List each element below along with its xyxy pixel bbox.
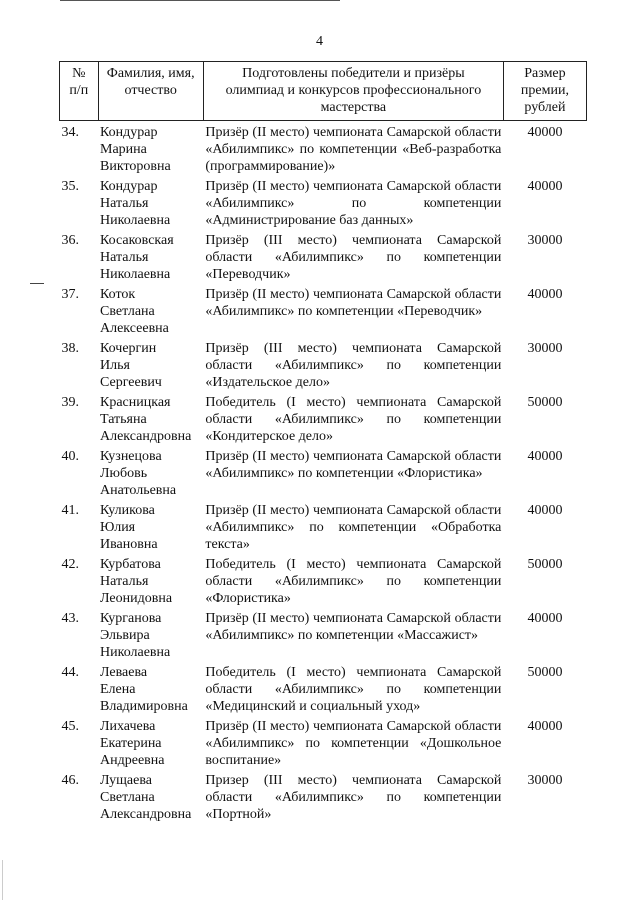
page-number: 4 xyxy=(316,34,323,49)
row-prize-amount: 40000 xyxy=(527,125,563,140)
row-number: 34. xyxy=(61,125,79,140)
row-number: 38. xyxy=(61,341,79,356)
row-full-name xyxy=(98,446,203,500)
name-part: Светлана xyxy=(100,790,155,805)
row-achievement: Призер (III место) чемпионата Самарской области «Абилимпикс» по компетенции «Портной» xyxy=(205,773,502,822)
row-achievement: Призёр (II место) чемпионата Самарской области «Абилимпикс» по компетенции «Массажист» xyxy=(205,611,502,643)
name-part: Косаковская xyxy=(100,233,174,248)
name-part: Татьяна xyxy=(100,412,147,427)
row-prize-amount: 50000 xyxy=(527,557,563,572)
table-body xyxy=(60,121,587,825)
name-part: Сергеевич xyxy=(100,375,162,390)
name-part: Андреевна xyxy=(100,753,165,768)
table-header xyxy=(60,62,587,121)
table-row xyxy=(60,230,587,284)
row-achievement: Призёр (II место) чемпионата Самарской области «Абилимпикс» по компетенции «Дошкольное воспитание» xyxy=(205,719,502,768)
row-achievement: Призёр (II место) чемпионата Самарской области «Абилимпикс» по компетенции «Обработка текста» xyxy=(205,503,502,552)
name-part: Ивановна xyxy=(100,537,158,552)
row-full-name xyxy=(98,608,203,662)
row-achievement: Победитель (I место) чемпионата Самарской области «Абилимпикс» по компетенции «Кондитерское дело» xyxy=(205,395,502,444)
name-part: Юлия xyxy=(100,520,136,535)
name-part: Наталья xyxy=(100,196,149,211)
name-part: Анатольевна xyxy=(100,483,177,498)
name-part: Наталья xyxy=(100,250,149,265)
row-achievement: Призёр (II место) чемпионата Самарской области «Абилимпикс» по компетенции «Переводчик» xyxy=(205,287,502,319)
name-part: Александровна xyxy=(100,429,192,444)
row-achievement: Победитель (I место) чемпионата Самарской области «Абилимпикс» по компетенции «Медицинский и социальный уход» xyxy=(205,665,502,714)
row-number: 44. xyxy=(61,665,79,680)
name-part: Николаевна xyxy=(100,645,171,660)
name-part: Кузнецова xyxy=(100,449,162,464)
name-part: Алексеевна xyxy=(100,321,169,336)
table-row xyxy=(60,284,587,338)
row-prize-amount: 40000 xyxy=(527,287,563,302)
row-prize-amount: 40000 xyxy=(527,449,563,464)
row-prize-amount: 30000 xyxy=(527,233,563,248)
row-prize-amount: 50000 xyxy=(527,395,563,410)
name-part: Светлана xyxy=(100,304,155,319)
row-prize-amount: 30000 xyxy=(527,773,563,788)
table-row xyxy=(60,446,587,500)
row-full-name xyxy=(98,770,203,824)
row-achievement: Призёр (II место) чемпионата Самарской области «Абилимпикс» по компетенции «Флористика» xyxy=(205,449,502,481)
row-full-name xyxy=(98,554,203,608)
row-full-name xyxy=(98,121,203,177)
name-part: Николаевна xyxy=(100,213,171,228)
scan-artifact-mark xyxy=(30,283,44,284)
row-number: 42. xyxy=(61,557,79,572)
scan-top-border xyxy=(60,0,340,5)
name-part: Курбатова xyxy=(100,557,161,572)
row-number: 37. xyxy=(61,287,79,302)
table-row xyxy=(60,554,587,608)
row-full-name xyxy=(98,176,203,230)
row-number: 43. xyxy=(61,611,79,626)
name-part: Леонидовна xyxy=(100,591,173,606)
name-part: Илья xyxy=(100,358,130,373)
row-prize-amount: 40000 xyxy=(527,611,563,626)
row-full-name xyxy=(98,338,203,392)
header-name: Фамилия, имя, отчество xyxy=(98,62,203,121)
row-full-name xyxy=(98,230,203,284)
name-part: Наталья xyxy=(100,574,149,589)
row-prize-amount: 40000 xyxy=(527,503,563,518)
row-number: 36. xyxy=(61,233,79,248)
row-achievement: Призёр (III место) чемпионата Самарской области «Абилимпикс» по компетенции «Переводчик» xyxy=(205,233,502,282)
name-part: Коток xyxy=(100,287,136,302)
header-prize: Размер премии, рублей xyxy=(503,62,586,121)
row-achievement: Призёр (II место) чемпионата Самарской области «Абилимпикс» по компетенции «Администрирование баз данных» xyxy=(205,179,502,228)
name-part: Эльвира xyxy=(100,628,150,643)
name-part: Лихачева xyxy=(100,719,156,734)
row-full-name xyxy=(98,500,203,554)
table-row xyxy=(60,392,587,446)
name-part: Кондурар xyxy=(100,125,158,140)
table-row xyxy=(60,500,587,554)
name-part: Владимировна xyxy=(100,699,188,714)
table-row xyxy=(60,770,587,824)
row-achievement: Призёр (III место) чемпионата Самарской области «Абилимпикс» по компетенции «Издательское дело» xyxy=(205,341,502,390)
table-row xyxy=(60,716,587,770)
header-number: № п/п xyxy=(60,62,99,121)
row-full-name xyxy=(98,716,203,770)
name-part: Марина xyxy=(100,142,147,157)
name-part: Куликова xyxy=(100,503,155,518)
row-achievement: Призёр (II место) чемпионата Самарской области «Абилимпикс» по компетенции «Веб-разработка (программирование)» xyxy=(205,125,502,174)
row-full-name xyxy=(98,662,203,716)
name-part: Леваева xyxy=(100,665,148,680)
table-row xyxy=(60,176,587,230)
name-part: Лущаева xyxy=(100,773,152,788)
name-part: Любовь xyxy=(100,466,148,481)
table-row xyxy=(60,608,587,662)
name-part: Елена xyxy=(100,682,136,697)
row-number: 40. xyxy=(61,449,79,464)
row-prize-amount: 40000 xyxy=(527,719,563,734)
row-number: 39. xyxy=(61,395,79,410)
row-achievement: Победитель (I место) чемпионата Самарской области «Абилимпикс» по компетенции «Флористика» xyxy=(205,557,502,606)
row-prize-amount: 30000 xyxy=(527,341,563,356)
awards-table xyxy=(59,61,587,824)
row-number: 41. xyxy=(61,503,79,518)
row-full-name xyxy=(98,392,203,446)
row-number: 35. xyxy=(61,179,79,194)
table-row xyxy=(60,338,587,392)
name-part: Екатерина xyxy=(100,736,162,751)
scan-edge-mark xyxy=(2,860,3,900)
table-row xyxy=(60,662,587,716)
row-full-name xyxy=(98,284,203,338)
row-number: 46. xyxy=(61,773,79,788)
name-part: Викторовна xyxy=(100,159,171,174)
name-part: Александровна xyxy=(100,807,192,822)
row-prize-amount: 40000 xyxy=(527,179,563,194)
header-row xyxy=(60,62,587,121)
name-part: Красницкая xyxy=(100,395,171,410)
name-part: Кондурар xyxy=(100,179,158,194)
row-number: 45. xyxy=(61,719,79,734)
table-row xyxy=(60,121,587,177)
row-prize-amount: 50000 xyxy=(527,665,563,680)
header-description: Подготовлены победители и призёры олимпиад и конкурсов профессионального мастерства xyxy=(203,62,503,121)
name-part: Николаевна xyxy=(100,267,171,282)
name-part: Кочергин xyxy=(100,341,157,356)
name-part: Курганова xyxy=(100,611,162,626)
